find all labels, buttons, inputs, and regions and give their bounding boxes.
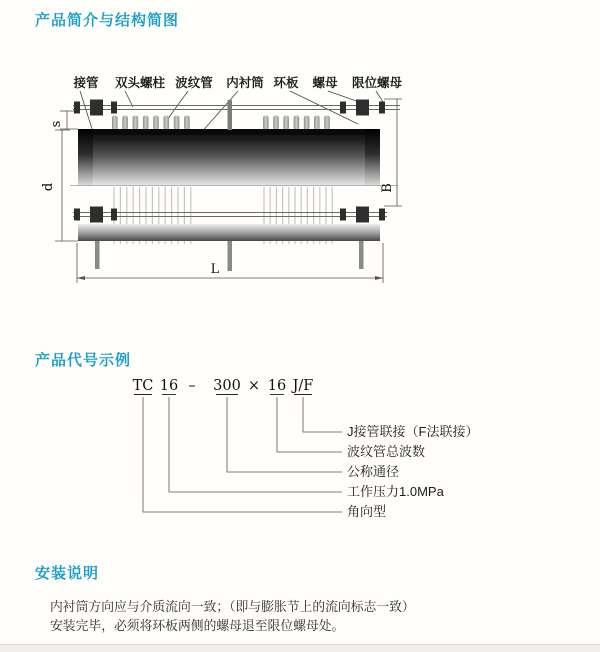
annot-nominal-diameter: 公称通径 [347,464,400,479]
code-seg-jf: J/F [292,378,314,394]
joint-body-lower [78,224,380,271]
label-nut: 螺母 [312,76,338,90]
joint-body-upper [78,129,380,185]
annot-angular-type: 角向型 [347,504,387,519]
label-stud-bolt: 双头螺柱 [114,76,166,90]
product-code [133,378,314,395]
code-seg-16a: 16 [159,378,179,394]
label-limit-nut: 限位螺母 [351,76,403,90]
code-connector-lines [143,397,342,512]
section-title-intro: 产品简介与结构简图 [35,12,180,29]
svg-text:L: L [210,262,220,277]
annot-wave-count: 波纹管总波数 [347,444,426,459]
dimension-s [49,111,78,129]
dimension-b [380,99,402,206]
install-line-2: 安装完毕，必须将环板两侧的螺母退至限位螺母处。 [50,618,345,633]
top-tie-rod [73,106,400,110]
bellows-fins [112,116,330,131]
svg-text:s: s [49,120,64,128]
annot-connection: J接管联接（F法联接） [347,424,479,439]
label-inner-liner: 内衬筒 [226,76,264,90]
code-seg-16b: 16 [267,378,287,394]
product-code-diagram [0,372,600,547]
page-bottom-edge [0,644,600,652]
code-seg-300: 300 [213,378,241,394]
svg-text:d: d [41,182,56,192]
section-title-code-example: 产品代号示例 [35,352,132,369]
code-seg-times: × [247,378,261,394]
label-connecting-pipe: 接管 [73,76,99,90]
code-annotations [347,424,478,519]
svg-text:B: B [380,183,395,193]
code-seg-tc: TC [132,378,154,394]
install-line-1: 内衬筒方向应与介质流向一致；（即与膨胀节上的流向标志一致） [50,599,415,614]
label-bellows: 波纹管 [175,76,213,90]
expansion-joint-diagram [40,58,460,320]
annot-working-pressure: 工作压力1.0MPa [347,484,444,499]
diagram-part-labels [72,75,402,90]
section-title-install: 安装说明 [35,565,100,582]
install-instructions [50,597,550,635]
label-ring-plate: 环板 [273,76,299,90]
code-seg-dash: – [188,378,196,394]
